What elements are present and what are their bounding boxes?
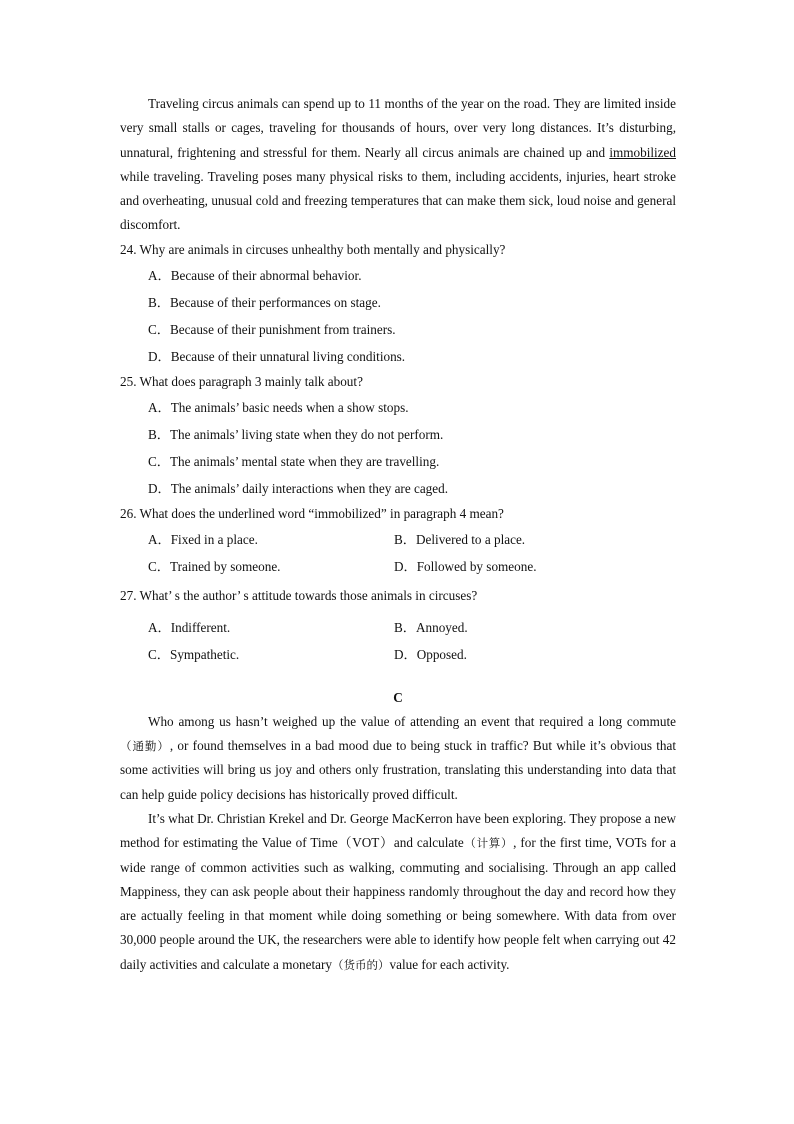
chinese-gloss: （计算） <box>463 836 514 851</box>
question-24-option-c: C．Because of their punishment from trainers. <box>148 321 396 337</box>
passage-text: while traveling. Traveling poses many physical risks to them, including accidents, injuries, heart stroke and overheating, unusual cold and freezing temperatures that can make them sick, loud noise and general discomfort. <box>120 168 676 233</box>
question-25-stem: 25. What does paragraph 3 mainly talk about? <box>120 373 363 389</box>
chinese-gloss: （通勤） <box>120 739 170 754</box>
question-27-option-a: A．Indifferent. <box>148 619 231 635</box>
question-27-stem: 27. What’ s the author’ s attitude towards those animals in circuses? <box>120 587 478 603</box>
question-25-option-d: D．The animals’ daily interactions when they are caged. <box>148 480 449 496</box>
section-c-title: C <box>393 689 403 705</box>
question-26-option-b: B．Delivered to a place. <box>394 531 526 547</box>
underlined-word: immobilized <box>609 144 676 160</box>
question-26-option-a: A．Fixed in a place. <box>148 531 258 547</box>
passage-text: Traveling circus animals can spend up to 11 months of the year on the road. They are limited inside very small stalls or cages, traveling for thousands of hours, over very long distances. It’s disturbing, unnatural, frightening and stressful for them. Nearly all circus animals are chained up and <box>120 96 676 160</box>
question-26-stem: 26. What does the underlined word “immobilized” in paragraph 4 mean? <box>120 505 504 521</box>
question-25-option-c: C．The animals’ mental state when they are travelling. <box>148 453 440 469</box>
passage-b-paragraph <box>120 92 676 238</box>
section-c-paragraph-2 <box>120 807 676 977</box>
passage-text: It’s what Dr. Christian Krekel and Dr. George MacKerron have been exploring. They propose a new method for estimating the Value of Time（VOT）and calculate <box>120 810 676 851</box>
question-24-option-a: A．Because of their abnormal behavior. <box>148 267 362 283</box>
question-24-option-d: D．Because of their unnatural living conditions. <box>148 348 406 364</box>
passage-text: value for each activity. <box>389 956 510 972</box>
question-27-option-d: D．Opposed. <box>394 646 467 662</box>
section-c-paragraph-1 <box>120 710 676 807</box>
question-26-options-row-2 <box>120 553 676 580</box>
question-27-options-row-2 <box>120 641 676 668</box>
passage-text: , for the first time, VOTs for a wide range of common activities such as walking, commuting and socialising. Through an app called Mappiness, they can ask people about their happiness randomly throughout the day and record how they are actually feeling in that moment while doing something or being somewhere. With data from over 30,000 people around the UK, the researchers were able to identify how people felt when carrying out 42 daily activities and calculate a monetary <box>120 835 676 972</box>
document-page <box>120 92 676 977</box>
question-26-option-d: D．Followed by someone. <box>394 558 537 574</box>
question-24-stem: 24. Why are animals in circuses unhealthy both mentally and physically? <box>120 241 506 257</box>
passage-text: , or found themselves in a bad mood due to being stuck in traffic? But while it’s obvious that some activities will bring us joy and others only frustration, translating this understanding into data that can help guide policy decisions has historically proved difficult. <box>120 738 676 802</box>
question-25-option-b: B．The animals’ living state when they do not perform. <box>148 426 444 442</box>
question-27-option-b: B．Annoyed. <box>394 619 468 635</box>
question-27-options-row-1 <box>120 614 676 641</box>
question-24-option-b: B．Because of their performances on stage. <box>148 294 381 310</box>
question-26-option-c: C．Trained by someone. <box>148 558 281 574</box>
question-27-option-c: C．Sympathetic. <box>148 646 240 662</box>
passage-text: Who among us hasn’t weighed up the value of attending an event that required a long commute <box>148 713 676 729</box>
question-25-option-a: A．The animals’ basic needs when a show stops. <box>148 399 409 415</box>
chinese-gloss: （货币的） <box>332 957 390 972</box>
question-26-options-row-1 <box>120 526 676 553</box>
